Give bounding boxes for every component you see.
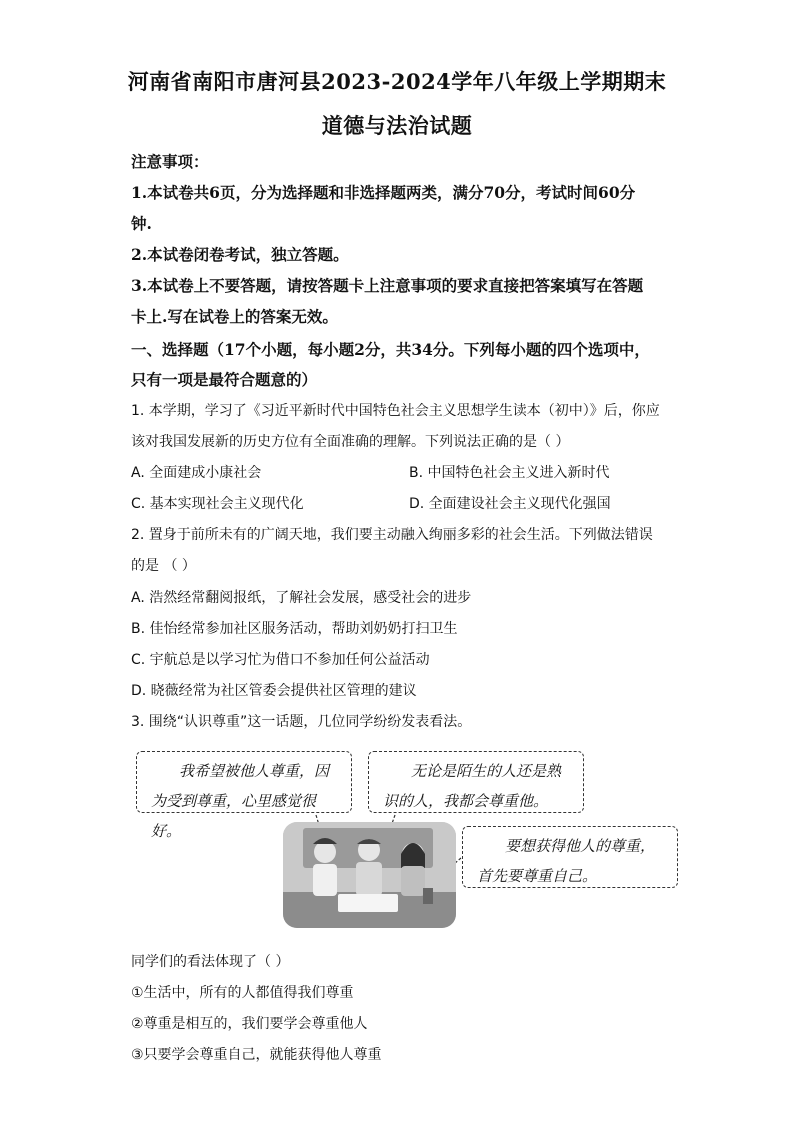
question-2-option-a: A. 浩然经常翻阅报纸，了解社会发展，感受社会的进步 — [131, 590, 472, 606]
section-heading: 一、选择题（17个小题，每小题2分，共34分。下列每小题的四个选项中， — [131, 340, 650, 359]
question-2-option-c: C. 宇航总是以学习忙为借口不参加任何公益活动 — [131, 652, 430, 668]
question-3-item-3: ③只要学会尊重自己，就能获得他人尊重 — [131, 1047, 382, 1063]
students-illustration — [283, 822, 456, 928]
question-3-stem: 3. 围绕“认识尊重”这一话题，几位同学纷纷发表看法。 — [131, 714, 472, 730]
notice-heading: 注意事项： — [131, 152, 209, 171]
question-1-option-a: A. 全面建成小康社会 — [131, 465, 262, 481]
question-3-item-1: ①生活中，所有的人都值得我们尊重 — [131, 985, 354, 1001]
notice-item-1: 1.本试卷共6页，分为选择题和非选择题两类，满分70分，考试时间60分 — [131, 183, 636, 202]
bubble-1-line-1: 我希望被他人尊重，因 — [179, 762, 330, 780]
question-1-option-d: D. 全面建设社会主义现代化强国 — [409, 496, 611, 512]
question-2-option-d: D. 晓薇经常为社区管委会提供社区管理的建议 — [131, 683, 417, 699]
question-1-option-b: B. 中国特色社会主义进入新时代 — [409, 465, 610, 481]
question-3-item-2: ②尊重是相互的，我们要学会尊重他人 — [131, 1016, 368, 1032]
notice-item-1-cont: 钟. — [131, 214, 152, 233]
bubble-3-line-2: 首先要尊重自己。 — [477, 867, 598, 885]
notice-item-3: 3.本试卷上不要答题，请按答题卡上注意事项的要求直接把答案填写在答题 — [131, 276, 644, 295]
bubble-1-line-2: 为受到尊重，心里感觉很好。 — [151, 792, 317, 840]
page-subtitle: 道德与法治试题 — [321, 113, 473, 138]
question-2-option-b: B. 佳怡经常参加社区服务活动，帮助刘奶奶打扫卫生 — [131, 621, 458, 637]
question-2-stem: 2. 置身于前所未有的广阔天地，我们要主动融入绚丽多彩的社会生活。下列做法错误 — [131, 527, 653, 543]
notice-item-3-cont: 卡上.写在试卷上的答案无效。 — [131, 307, 338, 326]
question-2-stem-cont: 的是 （ ） — [131, 558, 196, 574]
notice-item-2: 2.本试卷闭卷考试，独立答题。 — [131, 245, 349, 264]
question-1-option-c: C. 基本实现社会主义现代化 — [131, 496, 304, 512]
page-title: 河南省南阳市唐河县2023-2024学年八年级上学期期末 — [127, 69, 667, 94]
bubble-2-line-1: 无论是陌生的人还是熟 — [411, 762, 562, 780]
bubble-2-line-2: 识的人，我都会尊重他。 — [383, 792, 549, 810]
question-1-stem: 1. 本学期，学习了《习近平新时代中国特色社会主义思想学生读本（初中）》后，你应 — [131, 403, 660, 419]
question-1-stem-cont: 该对我国发展新的历史方位有全面准确的理解。下列说法正确的是（ ） — [131, 434, 570, 450]
bubble-3-line-1: 要想获得他人的尊重， — [505, 837, 656, 855]
question-3-prompt: 同学们的看法体现了（ ） — [131, 954, 290, 970]
section-heading-cont: 只有一项是最符合题意的） — [131, 370, 318, 389]
